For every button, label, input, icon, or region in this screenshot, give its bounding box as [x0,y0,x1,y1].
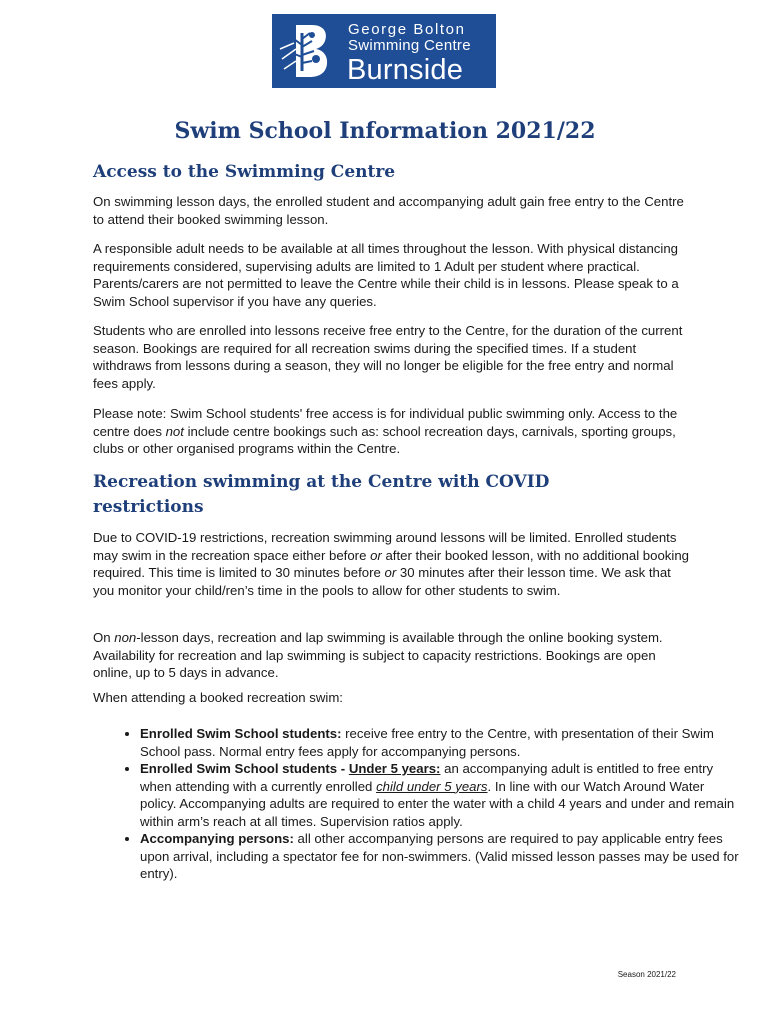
access-paragraph-3: Students who are enrolled into lessons receive free entry to the Centre, for the duration of the current season. Bookings are required for all recreation swims during the specified times. If a student withdraws from lessons during a season, they will no longer be eligible for the free entry and normal fees apply. [93,323,683,391]
footer-season: Season 2021/22 [617,970,676,979]
logo-line-3: Burnside [347,54,464,86]
bullet-2-em-underlined: child under 5 years [376,778,488,794]
bullet-3-text: all other accompanying persons are required to pay applicable entry fees upon arrival, including a spectator fee for non-swimmers. (Valid missed lesson passes may be used for entry). [140,831,739,881]
rec-p1-c: 30 minutes after their lesson time. We ask that you monitor your child/ren’s time in the pools to allow for other students to swim. [93,565,671,598]
bullet-2-text-b: . In line with our Watch Around Water policy. Accompanying adults are required to enter the water with a child 4 years and under and remain within arm’s reach at all times. Supervision ratios apply. [140,778,735,829]
access-paragraph-2: A responsible adult needs to be available at all times throughout the lesson. With physical distancing requirements considered, supervising adults are limited to 1 Adult per student where practical. Parents/carers are not permitted to leave the Centre while their child is in lessons. Please speak to a Swim School supervisor if you have any queries. [93,241,679,309]
rec-p1-b: after their booked lesson, with no additional booking required. This time is limited to 30 minutes before [93,547,689,580]
recreation-paragraph-1 [93,529,693,599]
bullet-1-bold: Enrolled Swim School students: [140,726,342,741]
rec-p1-a: Due to COVID-19 restrictions, recreation swimming around lessons will be limited. Enrolled students may swim in the recreation space either before [93,530,677,563]
bullet-1-text: receive free entry to the Centre, with presentation of their Swim School pass. Normal entry fees apply for accompanying persons. [140,726,714,759]
logo [272,14,496,88]
logo-line-2: Swimming Centre [348,37,471,54]
list-item [140,725,740,760]
logo-line-1: George Bolton [348,21,466,38]
access-p4-a: Please note: Swim School students' free access is for individual public swimming only. Access to the centre does [93,406,678,439]
list-item [140,760,740,830]
bullet-2-text-a: an accompanying adult is entitled to free entry when attending with a currently enrolled [140,761,714,794]
tree-b-icon [278,19,338,83]
page-title: Swim School Information 2021/22 [174,118,596,144]
bullet-2-bold: Enrolled Swim School students - [140,761,349,776]
access-paragraph-1: On swimming lesson days, the enrolled student and accompanying adult gain free entry to the Centre to attend their booked swimming lesson. [93,194,684,227]
section-heading-access: Access to the Swimming Centre [93,162,396,182]
access-p4-em: not [165,423,184,439]
access-p4-b: include centre bookings such as: school recreation days, carnivals, sporting groups, clubs or other organised programs within the Centre. [93,423,676,456]
bullet-3-bold: Accompanying persons: [140,831,294,846]
recreation-bullet-list [93,725,740,883]
bullet-2-bold-underlined: Under 5 years: [348,761,441,776]
rec-p2-b: -lesson days, recreation and lap swimming is available through the online booking system. Availability for recreation and lap swimming is subject to capacity restrictions. Bookings are open online, up to 5 days in advance. [93,630,663,680]
rec-p2-em: non [114,630,137,645]
section-heading-recreation: Recreation swimming at the Centre with COVID restrictions [93,472,550,517]
recreation-paragraph-2 [93,629,693,682]
recreation-paragraph-3: When attending a booked recreation swim: [93,690,343,705]
rec-p2-a: On [93,630,115,645]
rec-p1-em2: or [384,565,397,580]
rec-p1-em1: or [370,547,382,563]
access-paragraph-4 [93,405,693,458]
list-item [140,830,740,883]
